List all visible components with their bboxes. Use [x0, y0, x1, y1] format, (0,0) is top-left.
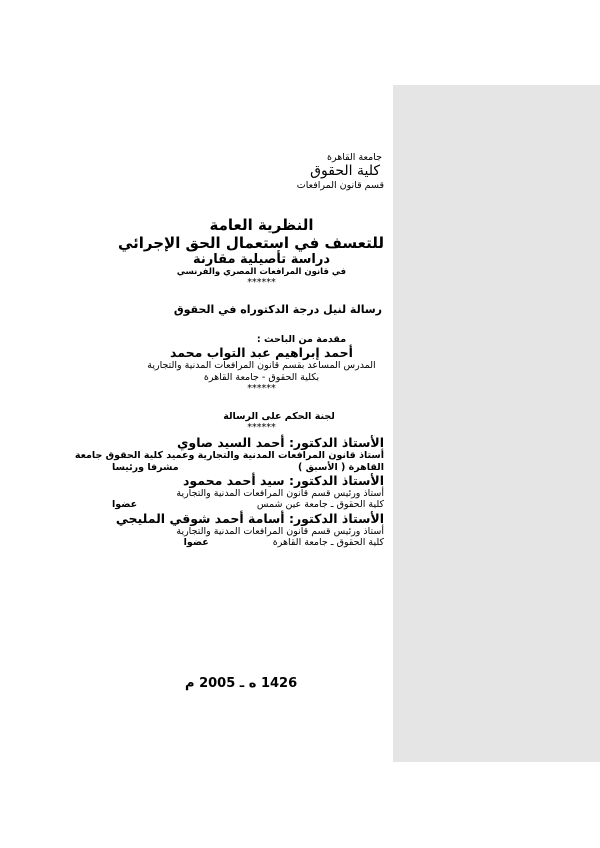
title-line-4: في قانون المرافعات المصري والفرنسي: [176, 267, 347, 278]
researcher-affiliation: بكلية الحقوق - جامعة القاهرة: [203, 371, 320, 383]
university-name: جامعة القاهرة: [326, 152, 382, 163]
member-1-name: الأستاذ الدكتور: أحمد السيد صاوي: [176, 435, 384, 451]
researcher-name: أحمد إبراهيم عبد التواب محمد: [170, 345, 353, 361]
department-name: قسم قانون المرافعات: [296, 180, 384, 192]
committee-member: [84, 473, 384, 511]
member-1-desc-1: أستاذ قانون المرافعات المدنية والتجارية وعميد كلية الحقوق جامعة: [74, 450, 384, 462]
committee-heading-block: [139, 411, 384, 434]
member-3-role: عضوا: [183, 537, 209, 549]
committee-member: [74, 435, 384, 473]
researcher-position: المدرس المساعد بقسم قانون المرافعات المدنية والتجارية: [147, 360, 376, 372]
researcher-block: [139, 334, 384, 395]
faculty-name: كلية الحقوق: [310, 163, 380, 180]
member-2-name: الأستاذ الدكتور: سيد أحمد محمود: [183, 473, 384, 489]
institution-header: [84, 152, 384, 192]
thesis-purpose: رسالة لنيل درجة الدكتوراه في الحقوق: [173, 302, 382, 316]
member-1-row: [84, 462, 384, 473]
member-2-role: عضوا: [112, 499, 138, 511]
member-1-role: مشرفا ورئيسا: [112, 461, 179, 473]
committee-separator: ******: [247, 421, 276, 433]
thesis-purpose-block: [82, 303, 384, 316]
member-2-row: [84, 499, 384, 510]
researcher-intro: مقدمة من الباحث :: [256, 333, 347, 345]
committee-members: [74, 435, 384, 549]
researcher-separator: ******: [247, 383, 276, 395]
title-line-3: دراسة تأصيلية مقارنة: [193, 251, 330, 267]
margin-sidebar: [393, 85, 600, 762]
member-2-desc-2: كلية الحقوق ـ جامعة عين شمس: [256, 499, 384, 511]
thesis-title-block: [117, 215, 384, 289]
title-line-2: للتعسف في استعمال الحق الإجرائي: [117, 233, 384, 252]
member-3-row: [84, 537, 384, 548]
committee-member: [84, 511, 384, 549]
title-separator: ******: [247, 277, 276, 289]
title-page-content: [74, 152, 384, 549]
thesis-date: 1426 ه ـ 2005 م: [185, 676, 298, 691]
member-3-desc-2: كلية الحقوق ـ جامعة القاهرة: [272, 537, 384, 549]
member-2-desc-1: أستاذ ورئيس قسم قانون المرافعات المدنية والتجارية: [176, 488, 384, 500]
committee-heading: لجنة الحكم على الرسالة: [223, 410, 335, 422]
member-1-desc-2: القاهرة ( الأسبق ): [297, 461, 384, 473]
title-line-1: النظرية العامة: [209, 215, 314, 234]
member-3-name: الأستاذ الدكتور: أسامة أحمد شوقي المليجي: [115, 510, 384, 526]
member-3-desc-1: أستاذ ورئيس قسم قانون المرافعات المدنية والتجارية: [176, 525, 384, 537]
